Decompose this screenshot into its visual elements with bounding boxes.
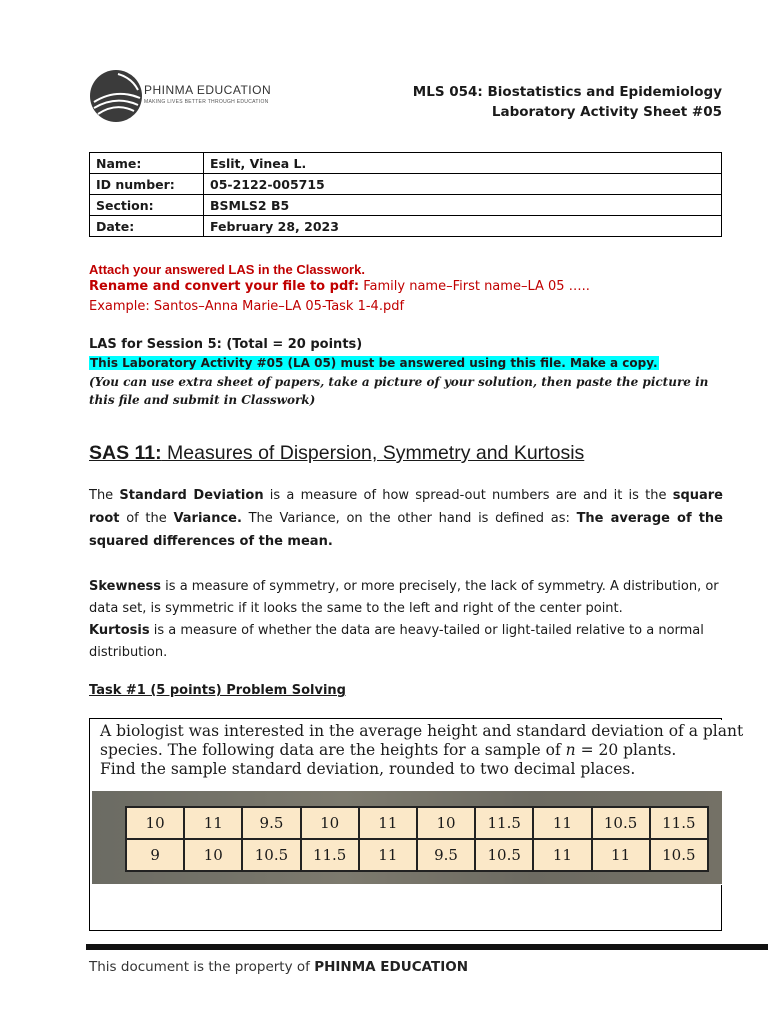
term-kurtosis: Kurtosis xyxy=(89,623,150,638)
table-row xyxy=(90,216,722,237)
table-cell: 11 xyxy=(534,808,590,838)
sas-title: Measures of Dispersion, Symmetry and Kurtosis xyxy=(161,442,585,464)
table-row xyxy=(90,174,722,195)
rename-value: Family name–First name–LA 05 ….. xyxy=(363,279,590,294)
text-run: is a measure of symmetry, or more precisely, the lack of symmetry. A distribution, or data set, is symmetric if it looks the same to the left and right of the center point. xyxy=(89,579,719,616)
attach-instruction: Attach your answered LAS in the Classwork. xyxy=(89,262,365,277)
skewness-kurtosis-paragraph xyxy=(89,576,723,664)
info-value: February 28, 2023 xyxy=(204,216,722,237)
table-cell: 11 xyxy=(593,840,649,870)
info-value: 05-2122-005715 xyxy=(204,174,722,195)
submission-note: (You can use extra sheet of papers, take a picture of your solution, then paste the picture in this file and submit in Classwork) xyxy=(89,375,709,407)
footer-rule xyxy=(86,944,768,950)
table-cell: 10 xyxy=(418,808,474,838)
table-row xyxy=(90,153,722,174)
info-value: BSMLS2 B5 xyxy=(204,195,722,216)
sas-label: SAS 11: xyxy=(89,442,162,464)
table-cell: 10.5 xyxy=(476,840,532,870)
info-label: Section: xyxy=(90,195,204,216)
variance-definition: The average of the squared differences of the mean. xyxy=(89,511,723,549)
text-run: of the xyxy=(119,511,174,526)
problem-line: Find the sample standard deviation, rounded to two decimal places. xyxy=(100,760,636,778)
brand-name: PHINMA EDUCATION xyxy=(144,83,272,97)
text-run: is a measure of whether the data are heavy-tailed or light-tailed relative to a normal distribution. xyxy=(89,623,704,660)
text-run: The Variance, on the other hand is defined as: xyxy=(241,511,577,526)
student-info-table xyxy=(89,152,722,237)
rename-instruction xyxy=(89,279,590,294)
term-square-root: square root xyxy=(89,488,724,526)
table-row xyxy=(127,808,707,838)
highlighted-notice: This Laboratory Activity #05 (LA 05) must be answered using this file. Make a copy. xyxy=(90,356,658,370)
kurtosis-text xyxy=(89,620,723,664)
table-cell: 11.5 xyxy=(476,808,532,838)
variable-n: n xyxy=(565,741,576,759)
standard-deviation-paragraph xyxy=(89,484,723,553)
info-label: Name: xyxy=(90,153,204,174)
table-cell: 9.5 xyxy=(243,808,299,838)
table-row xyxy=(127,840,707,870)
table-cell: 10 xyxy=(302,808,358,838)
sheet-title: Laboratory Activity Sheet #05 xyxy=(491,104,722,120)
table-cell: 10.5 xyxy=(651,840,707,870)
text-run: is a measure of how spread-out numbers are and it is the xyxy=(263,488,673,503)
problem-line xyxy=(100,741,724,760)
term-skewness: Skewness xyxy=(89,579,162,594)
table-cell: 10 xyxy=(185,840,241,870)
text-run: The xyxy=(89,488,120,503)
table-cell: 11 xyxy=(360,808,416,838)
footer-brand: PHINMA EDUCATION xyxy=(314,959,469,975)
problem-line: A biologist was interested in the average height and standard deviation of a plant xyxy=(100,722,744,740)
info-label: ID number: xyxy=(90,174,204,195)
plant-height-table xyxy=(125,806,709,872)
text-run: species. The following data are the heights for a sample of xyxy=(100,741,566,759)
problem-statement xyxy=(100,722,744,779)
session-title: LAS for Session 5: (Total = 20 points) xyxy=(89,337,363,352)
rename-label: Rename and convert your file to pdf: xyxy=(89,279,360,294)
term-standard-deviation: Standard Deviation xyxy=(119,488,264,503)
info-value: Eslit, Vinea L. xyxy=(204,153,722,174)
table-cell: 11 xyxy=(360,840,416,870)
info-label: Date: xyxy=(90,216,204,237)
document-header xyxy=(413,82,722,122)
course-title: MLS 054: Biostatistics and Epidemiology xyxy=(412,84,722,100)
text-run: = 20 plants. xyxy=(575,741,677,759)
task-title: Task #1 (5 points) Problem Solving xyxy=(89,683,346,698)
table-cell: 11 xyxy=(534,840,590,870)
term-variance: Variance. xyxy=(173,511,242,526)
table-cell: 11 xyxy=(185,808,241,838)
table-cell: 10 xyxy=(127,808,183,838)
table-cell: 9.5 xyxy=(418,840,474,870)
table-row xyxy=(90,195,722,216)
table-cell: 10.5 xyxy=(593,808,649,838)
skewness-text xyxy=(89,576,723,620)
footer-text xyxy=(89,959,468,975)
text-run: This document is the property of xyxy=(89,959,315,975)
table-cell: 11.5 xyxy=(302,840,358,870)
section-heading xyxy=(89,442,584,465)
table-cell: 10.5 xyxy=(243,840,299,870)
brand-tagline: MAKING LIVES BETTER THROUGH EDUCATION xyxy=(144,99,269,105)
table-cell: 11.5 xyxy=(651,808,707,838)
example-instruction: Example: Santos–Anna Marie–LA 05-Task 1-4.pdf xyxy=(89,299,405,314)
table-cell: 9 xyxy=(127,840,183,870)
